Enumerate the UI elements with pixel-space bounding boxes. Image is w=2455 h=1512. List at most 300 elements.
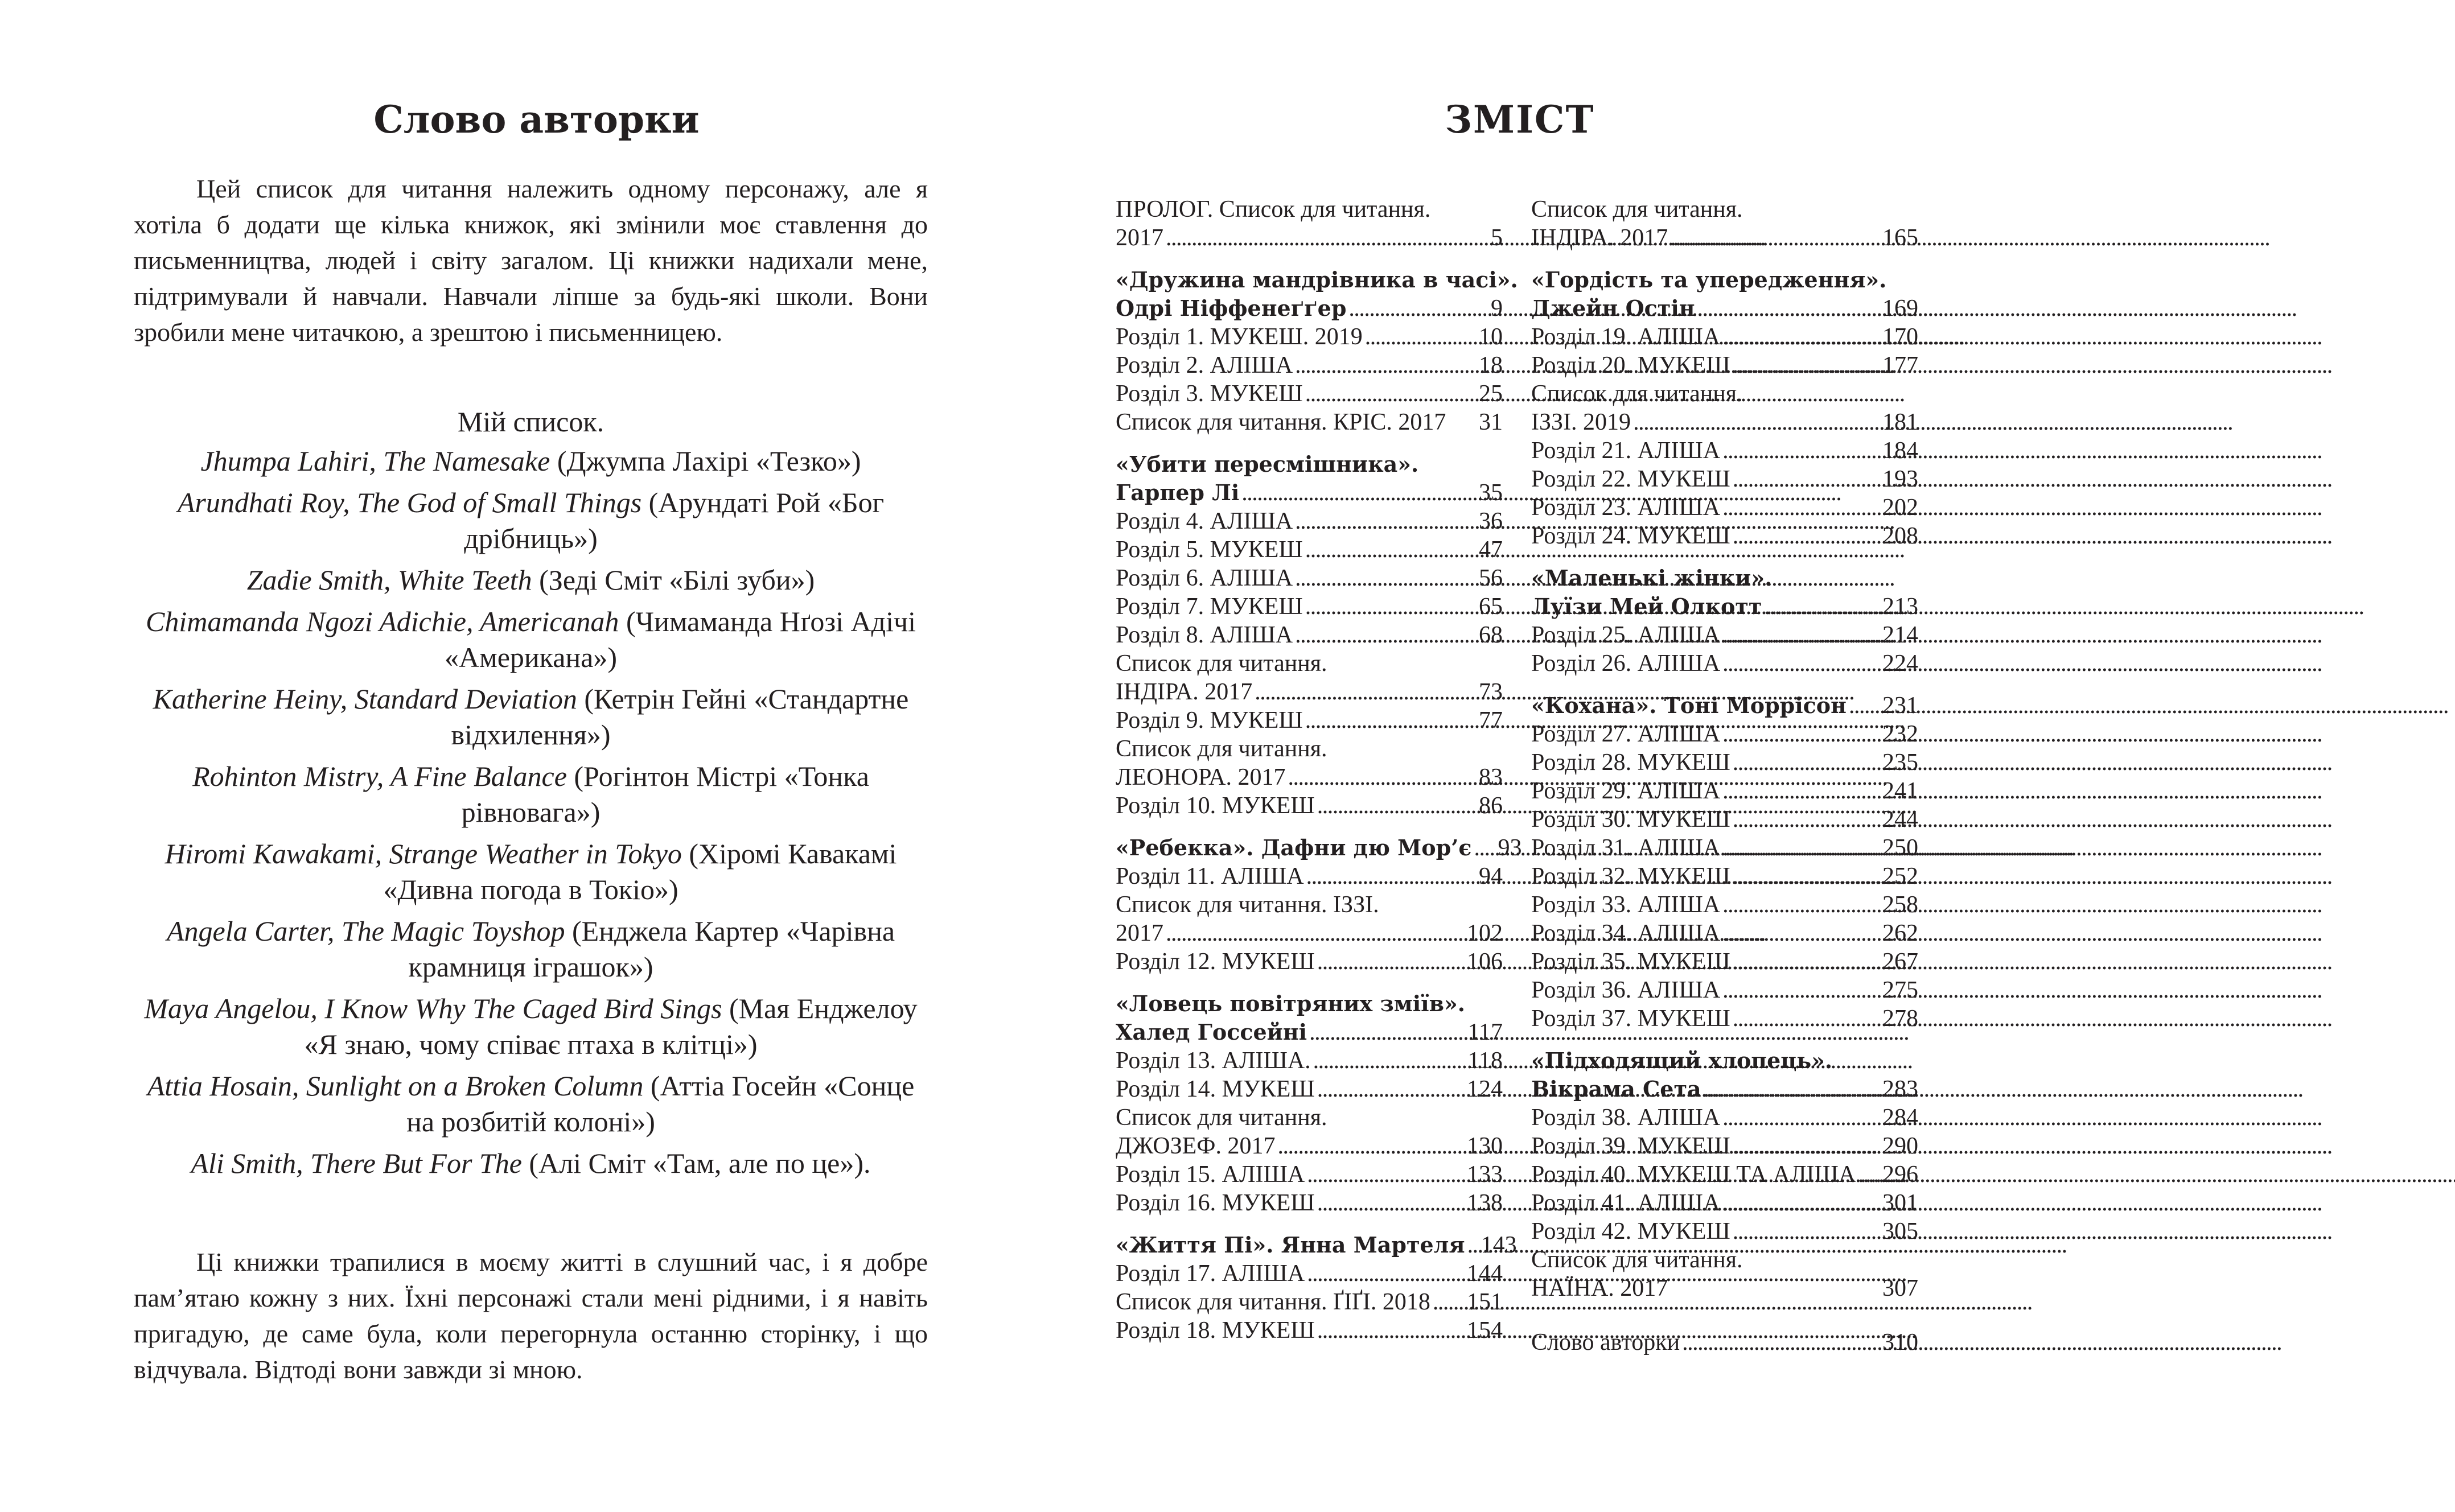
- toc-entry: [1531, 805, 1918, 834]
- dot-leader: [1317, 1075, 1465, 1103]
- toc-entry: [1116, 224, 1503, 252]
- dot-leader: [1313, 1047, 1466, 1075]
- reading-list-item: [134, 836, 928, 908]
- dot-leader: [1348, 294, 1466, 323]
- toc-page-number: 181: [1882, 409, 1918, 435]
- toc-line: Список для читання.: [1531, 1247, 1743, 1273]
- dot-leader: [1722, 720, 1880, 748]
- book-original-title: Arundhati Roy, The God of Small Things: [177, 487, 642, 518]
- toc-entry-label: Розділ 21. АЛІША: [1531, 438, 1721, 464]
- toc-entry: [1531, 1004, 1918, 1033]
- toc-page-number: 214: [1882, 622, 1918, 648]
- toc-entry: [1531, 891, 1918, 919]
- toc-line: Список для читання. ІЗЗІ.: [1116, 892, 1379, 918]
- toc-page-number: 10: [1479, 324, 1503, 350]
- toc-entry-label: Луїзи Мей Олкотт: [1531, 594, 1762, 619]
- toc-page-number: 106: [1467, 949, 1503, 975]
- dot-leader: [1722, 919, 1880, 947]
- toc-line: Список для читання.: [1116, 1105, 1327, 1131]
- toc-entry: [1531, 436, 1918, 465]
- toc-entry: [1531, 1274, 1918, 1303]
- toc-entry: [1531, 1132, 1918, 1160]
- toc-entry-label: Розділ 35. МУКЕШ: [1531, 949, 1730, 975]
- dot-leader: [1305, 380, 1466, 408]
- toc-spacer: [1531, 1033, 1918, 1047]
- dot-leader: [1722, 834, 1880, 862]
- toc-entry: [1116, 1189, 1503, 1217]
- toc-page-number: 130: [1467, 1133, 1503, 1159]
- dot-leader: [1849, 691, 1880, 720]
- book-original-title: Zadie Smith, White Teeth: [246, 564, 532, 596]
- dot-leader: [1467, 1231, 1479, 1259]
- toc-entry-label: Розділ 42. МУКЕШ: [1531, 1218, 1730, 1245]
- toc-spacer: [1116, 436, 1503, 450]
- dot-leader: [1295, 351, 1466, 380]
- dot-leader: [1722, 323, 1880, 351]
- reading-list-item: [134, 485, 928, 557]
- book-translated-title: (Кетрін Гейні «Стандартне відхилення»): [451, 683, 909, 751]
- toc-entry-label: «Ребекка». Дафни дю Мор’є: [1116, 835, 1472, 860]
- toc-entry-label: Розділ 27. АЛІША: [1531, 721, 1721, 747]
- toc-entry-label: ІЗЗІ. 2019: [1531, 409, 1631, 435]
- dot-leader: [1722, 1189, 1880, 1217]
- toc-entry-label: Розділ 36. АЛІША: [1531, 977, 1721, 1003]
- toc-entry: [1531, 1217, 1918, 1246]
- dot-leader: [1317, 1189, 1465, 1217]
- book-translated-title: (Мая Енджелоу «Я знаю, чому співає птаха в клітці»): [304, 992, 918, 1060]
- toc-entry: [1116, 1259, 1503, 1288]
- dot-leader: [1733, 351, 1880, 380]
- toc-entry-label: Розділ 7. МУКЕШ: [1116, 594, 1303, 620]
- dot-leader: [1733, 465, 1880, 493]
- toc-entry-label: Розділ 5. МУКЕШ: [1116, 537, 1303, 563]
- toc-spacer: [1531, 678, 1918, 691]
- toc-entry: [1116, 408, 1503, 436]
- dot-leader: [1733, 862, 1880, 891]
- book-translated-title: (Зеді Сміт «Білі зуби»): [532, 564, 815, 596]
- toc-line: Список для читання.: [1116, 736, 1327, 762]
- dot-leader: [1722, 976, 1880, 1004]
- toc-entry: [1116, 1075, 1503, 1103]
- toc-book-entry: [1116, 834, 1522, 862]
- dot-leader: [1733, 1004, 1880, 1033]
- toc-entry-label: Список для читання. ҐІҐІ. 2018: [1116, 1289, 1430, 1315]
- toc-page-number: 296: [1882, 1161, 1918, 1188]
- toc-entry-label: ДЖОЗЕФ. 2017: [1116, 1133, 1276, 1159]
- toc-entry: [1531, 1160, 1918, 1189]
- toc-entry: [1531, 351, 1918, 380]
- toc-page-number: 35: [1479, 480, 1503, 506]
- toc-spacer: [1116, 820, 1503, 834]
- toc-entry-label: Розділ 17. АЛІША: [1116, 1260, 1305, 1287]
- toc-book-entry: [1116, 1231, 1517, 1259]
- dot-leader: [1682, 1328, 1880, 1357]
- toc-entry-label: Розділ 31. АЛІША: [1531, 835, 1721, 861]
- toc-page-number: 244: [1882, 806, 1918, 833]
- toc-entry: [1116, 621, 1503, 649]
- toc-entry-label: Розділ 25. АЛІША: [1531, 622, 1721, 648]
- toc-entry: [1116, 1288, 1503, 1316]
- toc-entry: [1531, 465, 1918, 493]
- toc-page-number: 154: [1467, 1317, 1503, 1344]
- toc-entry: [1531, 919, 1918, 947]
- toc-entry: [1531, 834, 1918, 862]
- toc-entry: [1116, 592, 1503, 621]
- book-original-title: Angela Carter, The Magic Toyshop: [166, 915, 565, 947]
- dot-leader: [1722, 621, 1880, 649]
- toc-spacer: [1116, 976, 1503, 990]
- toc-entry-label: Розділ 37. МУКЕШ: [1531, 1006, 1730, 1032]
- dot-leader: [1733, 522, 1880, 550]
- reading-list-item: [134, 604, 928, 675]
- toc-page-number: 86: [1479, 793, 1503, 819]
- toc-entry: [1531, 493, 1918, 522]
- book-original-title: Attia Hosain, Sunlight on a Broken Column: [147, 1070, 644, 1102]
- toc-page-number: 9: [1491, 295, 1503, 322]
- contents-title: ЗМІСТ: [1445, 97, 1595, 142]
- toc-book-title: «Убити пересмішника».: [1116, 451, 1419, 477]
- toc-page-number: 151: [1467, 1289, 1503, 1315]
- toc-page-number: 65: [1479, 594, 1503, 620]
- toc-book-title: «Гордість та упередження».: [1531, 267, 1887, 292]
- dot-leader: [1764, 592, 1880, 621]
- toc-entry-label: Розділ 8. АЛІША: [1116, 622, 1293, 648]
- toc-page-number: 250: [1882, 835, 1918, 861]
- toc-entry-label: Розділ 28. МУКЕШ: [1531, 749, 1730, 776]
- book-translated-title: (Хіромі Кавакамі «Дивна погода в Токіо»): [383, 838, 897, 905]
- toc-entry: [1116, 706, 1503, 735]
- toc-line: Список для читання.: [1531, 196, 1743, 223]
- toc-entry-label: Розділ 39. МУКЕШ: [1531, 1133, 1730, 1159]
- toc-entry-label: Розділ 41. АЛІША: [1531, 1190, 1721, 1216]
- reading-list-item: [134, 991, 928, 1062]
- toc-entry-label: Розділ 1. МУКЕШ. 2019: [1116, 324, 1363, 350]
- toc-entry-label: ЛЕОНОРА. 2017: [1116, 764, 1286, 790]
- toc-page-number: 310: [1882, 1329, 1918, 1356]
- toc-entry-label: Розділ 22. МУКЕШ: [1531, 466, 1730, 492]
- toc-book-title: «Ловець повітряних зміїв».: [1116, 991, 1465, 1016]
- toc-page-number: 202: [1882, 495, 1918, 521]
- toc-entry-label: Вікрама Сета: [1531, 1076, 1701, 1102]
- toc-book-title: «Маленькі жінки».: [1531, 565, 1773, 591]
- toc-page-number: 124: [1467, 1076, 1503, 1102]
- toc-entry: [1116, 1132, 1503, 1160]
- toc-page-number: 25: [1479, 381, 1503, 407]
- dot-leader: [1670, 224, 1880, 252]
- toc-page-number: 213: [1882, 594, 1918, 620]
- toc-column-2: [1531, 195, 1918, 1357]
- dot-leader: [1733, 1132, 1880, 1160]
- toc-entry: [1116, 535, 1503, 564]
- reading-list: [134, 404, 928, 1181]
- toc-entry: [1531, 1103, 1918, 1132]
- book-translated-title: (Енджела Картер «Чарівна крамниця іграшок»): [408, 915, 895, 983]
- toc-page-number: 93: [1498, 835, 1522, 861]
- toc-book-entry: [1116, 1018, 1503, 1047]
- outro-paragraph: Ці книжки трапилися в моєму житті в слушний час, і я добре пам’ятаю кожну з них. Їхні персонажі стали мені рідними, і я навіть пригадую, де саме була, коли перегорнула останню сторінку, і що відчувала. Відтоді вони завжди зі мною.: [134, 1247, 928, 1384]
- dot-leader: [1722, 649, 1880, 678]
- toc-entry-label: Розділ 16. МУКЕШ: [1116, 1190, 1315, 1216]
- toc-entry: [1116, 678, 1503, 706]
- toc-page-number: 307: [1882, 1275, 1918, 1301]
- toc-entry: [1116, 351, 1503, 380]
- toc-book-entry: [1116, 479, 1503, 507]
- toc-entry: [1531, 748, 1918, 777]
- toc-entry-label: Розділ 19. АЛІША: [1531, 324, 1721, 350]
- dot-leader: [1307, 1259, 1465, 1288]
- toc-entry-label: «Життя Пі». Янна Мартеля: [1116, 1232, 1465, 1258]
- toc-entry-label: Розділ 29. АЛІША: [1531, 778, 1721, 804]
- toc-entry-label: Одрі Ніффенеґґер: [1116, 295, 1347, 321]
- book-original-title: Hiromi Kawakami, Strange Weather in Tokyo: [165, 838, 682, 870]
- dot-leader: [1317, 792, 1466, 820]
- toc-entry: [1531, 862, 1918, 891]
- toc-entry: [1116, 564, 1503, 592]
- toc-entry-label: Розділ 11. АЛІША: [1116, 863, 1304, 889]
- dot-leader: [1733, 805, 1880, 834]
- toc-entry-label: 2017: [1116, 225, 1163, 251]
- book-original-title: Ali Smith, There But For The: [191, 1147, 522, 1179]
- toc-page-number: 267: [1882, 949, 1918, 975]
- toc-entry: [1531, 649, 1918, 678]
- dot-leader: [1307, 1160, 1465, 1189]
- toc-line: Список для читання.: [1116, 650, 1327, 677]
- toc-page-number: 77: [1479, 707, 1503, 734]
- toc-page-number: 278: [1882, 1006, 1918, 1032]
- toc-page-number: 94: [1479, 863, 1503, 889]
- toc-entry-label: Розділ 38. АЛІША: [1531, 1105, 1721, 1131]
- dot-leader: [1858, 1160, 1880, 1189]
- toc-page-number: 165: [1882, 225, 1918, 251]
- toc-entry-label: 2017: [1116, 920, 1163, 946]
- book-translated-title: (Арундаті Рой «Бог дрібниць»): [464, 487, 885, 554]
- toc-entry-label: Розділ 32. МУКЕШ: [1531, 863, 1730, 889]
- toc-spacer: [1531, 252, 1918, 266]
- toc-page-number: 143: [1481, 1232, 1517, 1258]
- toc-entry-label: Розділ 15. АЛІША: [1116, 1161, 1305, 1188]
- toc-page-number: 258: [1882, 892, 1918, 918]
- toc-spacer: [1531, 1303, 1918, 1328]
- contents-page: [1116, 91, 1924, 1356]
- dot-leader: [1733, 947, 1880, 976]
- toc-entry: [1116, 380, 1503, 408]
- dot-leader: [1241, 479, 1466, 507]
- toc-page-number: 224: [1882, 650, 1918, 677]
- dot-leader: [1722, 493, 1880, 522]
- dot-leader: [1733, 1217, 1880, 1246]
- dot-leader: [1733, 748, 1880, 777]
- toc-entry-label: Розділ 14. МУКЕШ: [1116, 1076, 1315, 1102]
- toc-entry-label: Розділ 10. МУКЕШ: [1116, 793, 1315, 819]
- toc-entry-label: Список для читання. КРІС. 2017: [1116, 409, 1446, 435]
- toc-entry: [1531, 720, 1918, 748]
- toc-entry-label: НАЇНА. 2017: [1531, 1275, 1668, 1301]
- dot-leader: [1295, 564, 1466, 592]
- dot-leader: [1433, 1288, 1465, 1316]
- toc-entry: [1531, 1189, 1918, 1217]
- toc-page-number: 184: [1882, 438, 1918, 464]
- toc-spacer: [1531, 550, 1918, 564]
- toc-page-number: 275: [1882, 977, 1918, 1003]
- toc-entry: [1531, 522, 1918, 550]
- toc-entry: [1116, 792, 1503, 820]
- toc-page-number: 18: [1479, 352, 1503, 378]
- toc-page-number: 36: [1479, 508, 1503, 534]
- toc-entry: [1116, 1316, 1503, 1345]
- toc-entry: [1531, 1328, 1918, 1357]
- reading-list-item: [134, 681, 928, 753]
- dot-leader: [1305, 706, 1466, 735]
- toc-book-entry: [1531, 691, 1918, 720]
- dot-leader: [1288, 763, 1466, 792]
- toc-entry-label: Розділ 34. АЛІША: [1531, 920, 1721, 946]
- toc-page-number: 144: [1467, 1260, 1503, 1287]
- toc-page-number: 117: [1467, 1019, 1503, 1045]
- toc-entry-label: Розділ 20. МУКЕШ: [1531, 352, 1730, 378]
- reading-list-item: [134, 759, 928, 830]
- dot-leader: [1365, 323, 1466, 351]
- dot-leader: [1306, 862, 1466, 891]
- toc-book-entry: [1531, 592, 1918, 621]
- book-translated-title: (Алі Сміт «Там, але по це»).: [521, 1147, 871, 1179]
- reading-list-item: [134, 562, 928, 598]
- reading-list-heading: Мій список.: [457, 406, 605, 438]
- dot-leader: [1697, 294, 1880, 323]
- dot-leader: [1722, 436, 1880, 465]
- dot-leader: [1166, 224, 1466, 252]
- book-original-title: Maya Angelou, I Know Why The Caged Bird Sings: [144, 992, 722, 1024]
- intro-paragraph: Цей список для читання належить одному персонажу, але я хотіла б додати ще кілька книжок, які змінили моє ставлення до письменництва, людей і світу загалом. Ці книжки надихали мене, підтримували й навчали. Навчали ліпше за будь-які школи. Вони зробили мене читачкою, а зрештою і письменницею.: [134, 174, 928, 347]
- toc-page-number: 118: [1467, 1048, 1503, 1074]
- toc-page-number: 290: [1882, 1133, 1918, 1159]
- toc-entry: [1116, 947, 1503, 976]
- toc-entry: [1531, 408, 1918, 436]
- toc-entry-label: Слово авторки: [1531, 1329, 1680, 1356]
- toc-entry-label: Джейн Остін: [1531, 295, 1695, 321]
- toc-entry-label: Розділ 18. МУКЕШ: [1116, 1317, 1315, 1344]
- toc-entry-label: «Кохана». Тоні Моррісон: [1531, 693, 1847, 718]
- toc-entry: [1531, 323, 1918, 351]
- toc-page-number: 73: [1479, 679, 1503, 705]
- dot-leader: [1255, 678, 1466, 706]
- page-title: Слово авторки: [373, 97, 700, 142]
- toc-spacer: [1116, 252, 1503, 266]
- toc-entry-label: Розділ 2. АЛІША: [1116, 352, 1293, 378]
- toc-entry: [1116, 1160, 1503, 1189]
- reading-list-item: [134, 913, 928, 985]
- toc-line: ПРОЛОГ. Список для читання.: [1116, 196, 1431, 223]
- toc-page-number: 68: [1479, 622, 1503, 648]
- toc-page-number: 305: [1882, 1218, 1918, 1245]
- book-original-title: Katherine Heiny, Standard Deviation: [153, 683, 577, 715]
- toc-spacer: [1116, 1217, 1503, 1231]
- toc-line: Список для читання.: [1531, 381, 1743, 407]
- toc-page-number: 169: [1882, 295, 1918, 322]
- toc-page-number: 231: [1882, 693, 1918, 719]
- toc-entry-label: Гарпер Лі: [1116, 480, 1240, 505]
- book-translated-title: (Чимаманда Нґозі Адічі «Американа»): [444, 605, 916, 673]
- book-translated-title: (Аттіа Госейн «Сонце на розбитій колоні»): [406, 1070, 915, 1138]
- toc-page-number: 138: [1467, 1190, 1503, 1216]
- toc-entry-label: Розділ 40. МУКЕШ ТА АЛІША: [1531, 1161, 1856, 1188]
- toc-page-number: 83: [1479, 764, 1503, 790]
- dot-leader: [1309, 1018, 1465, 1047]
- toc-book-entry: [1116, 294, 1503, 323]
- toc-entry: [1116, 507, 1503, 535]
- dot-leader: [1474, 834, 1486, 862]
- toc-entry-label: Розділ 6. АЛІША: [1116, 565, 1293, 591]
- toc-page-number: 283: [1882, 1076, 1918, 1102]
- toc-book-entry: [1531, 1075, 1918, 1103]
- toc-page-number: 193: [1882, 466, 1918, 492]
- toc-page-number: 5: [1491, 225, 1503, 251]
- toc-book-title: «Підходящий хлопець».: [1531, 1048, 1833, 1073]
- author-note-page: [134, 91, 928, 1387]
- toc-page-number: 177: [1882, 352, 1918, 378]
- reading-list-item: [134, 1068, 928, 1140]
- toc-entry: [1531, 976, 1918, 1004]
- toc-entry-label: Розділ 33. АЛІША: [1531, 892, 1721, 918]
- toc-entry-label: Розділ 4. АЛІША: [1116, 508, 1293, 534]
- toc-entry-label: Розділ 13. АЛІША.: [1116, 1048, 1311, 1074]
- toc-page-number: 133: [1467, 1161, 1503, 1188]
- toc-page-number: 170: [1882, 324, 1918, 350]
- book-original-title: Jhumpa Lahiri, The Namesake: [200, 445, 550, 477]
- toc-entry-label: Розділ 23. АЛІША: [1531, 495, 1721, 521]
- toc-page-number: 241: [1882, 778, 1918, 804]
- book-translated-title: (Джумпа Лахірі «Тезко»): [550, 445, 861, 477]
- dot-leader: [1317, 1316, 1465, 1345]
- toc-page-number: 284: [1882, 1105, 1918, 1131]
- toc-entry: [1116, 862, 1503, 891]
- toc-page-number: 47: [1479, 537, 1503, 563]
- dot-leader: [1317, 947, 1465, 976]
- toc-page-number: 208: [1882, 523, 1918, 549]
- toc-page-number: 232: [1882, 721, 1918, 747]
- dot-leader: [1166, 919, 1465, 947]
- toc-entry-label: Розділ 9. МУКЕШ: [1116, 707, 1303, 734]
- dot-leader: [1722, 1103, 1880, 1132]
- dot-leader: [1722, 891, 1880, 919]
- toc-book-title: «Дружина мандрівника в часі».: [1116, 267, 1518, 292]
- toc-entry: [1116, 763, 1503, 792]
- dot-leader: [1704, 1075, 1880, 1103]
- toc-page-number: 235: [1882, 749, 1918, 776]
- toc-entry-label: Розділ 12. МУКЕШ: [1116, 949, 1315, 975]
- toc-entry: [1116, 1047, 1503, 1075]
- toc-page-number: 56: [1479, 565, 1503, 591]
- toc-entry-label: Розділ 30. МУКЕШ: [1531, 806, 1730, 833]
- toc-page-number: 252: [1882, 863, 1918, 889]
- toc-entry: [1531, 224, 1918, 252]
- toc-entry-label: Розділ 24. МУКЕШ: [1531, 523, 1730, 549]
- toc-entry-label: ІНДІРА. 2017: [1116, 679, 1253, 705]
- reading-list-item: [134, 1146, 928, 1181]
- toc-entry-label: ІНДІРА. 2017: [1531, 225, 1668, 251]
- toc-page-number: 301: [1882, 1190, 1918, 1216]
- toc-page-number: 262: [1882, 920, 1918, 946]
- dot-leader: [1295, 621, 1466, 649]
- toc-entry: [1531, 777, 1918, 805]
- dot-leader: [1305, 535, 1466, 564]
- toc-entry: [1116, 323, 1503, 351]
- toc-entry: [1531, 621, 1918, 649]
- toc-entry-label: Розділ 3. МУКЕШ: [1116, 381, 1303, 407]
- book-original-title: Rohinton Mistry, A Fine Balance: [192, 760, 567, 792]
- toc-entry: [1116, 919, 1503, 947]
- dot-leader: [1722, 777, 1880, 805]
- dot-leader: [1633, 408, 1880, 436]
